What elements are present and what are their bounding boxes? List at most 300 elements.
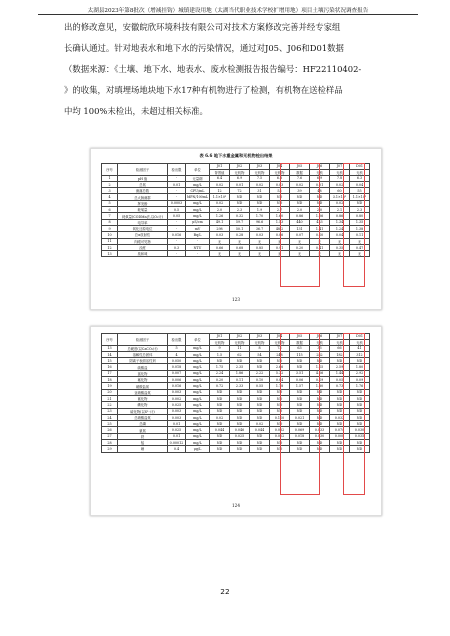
- table-cell: 0.02: [210, 200, 230, 206]
- column-subheader: 无机物: [210, 339, 230, 345]
- table-cell: 菌落总数: [118, 188, 168, 194]
- table-cell: ND: [210, 389, 230, 395]
- table-cell: 总大肠菌群: [118, 194, 168, 200]
- table-cell: ND: [250, 408, 270, 414]
- column-header: J03: [250, 164, 270, 170]
- table-cell: 总硬度(以CaCO₃计): [118, 345, 168, 351]
- table-cell: 4: [168, 351, 186, 357]
- table-cell: ND: [310, 421, 330, 427]
- table-cell: 0.018: [168, 364, 186, 370]
- table-cell: ND: [290, 402, 310, 408]
- table-cell: 1.26: [210, 213, 230, 219]
- table-cell: 8: [250, 345, 270, 351]
- table-cell: 3: [102, 188, 118, 194]
- table-cell: 0.025: [168, 427, 186, 433]
- table-cell: 72: [230, 188, 250, 194]
- table-cell: 1.35: [350, 219, 370, 225]
- table-cell: 0.3: [168, 244, 186, 250]
- table-cell: 浊度: [118, 244, 168, 250]
- table-cell: 1: [102, 175, 118, 181]
- table-image-1: [90, 148, 382, 310]
- table-cell: 氰化物: [118, 395, 168, 401]
- table-cell: 0.02: [330, 181, 350, 187]
- table-cell: 28: [102, 440, 118, 446]
- table-cell: 0.0003: [168, 200, 186, 206]
- table-cell: 0.008: [330, 433, 350, 439]
- table-cell: 0.069: [290, 427, 310, 433]
- table-cell: 11: [102, 238, 118, 244]
- table-cell: 7.6: [290, 175, 310, 181]
- table-cell: 0.002: [168, 395, 186, 401]
- column-subheader: 无机物: [270, 169, 290, 175]
- table-cell: 1.44: [330, 370, 350, 376]
- table-cell: ND: [310, 408, 330, 414]
- table-cell: 硫酸盐: [118, 364, 168, 370]
- table-cell: 0.10: [310, 232, 330, 238]
- table-cell: ND: [290, 440, 310, 446]
- table-cell: ND: [250, 395, 270, 401]
- table-cell: 0.02: [250, 421, 270, 427]
- table-cell: 0.09: [350, 377, 370, 383]
- column-header: D01: [350, 334, 370, 340]
- table-cell: 1.53: [270, 219, 290, 225]
- table-cell: 73: [270, 345, 290, 351]
- table-cell: 碘化物: [118, 402, 168, 408]
- table-cell: 1.75: [210, 364, 230, 370]
- table-cell: 0.73: [330, 383, 350, 389]
- table-cell: 0.11: [230, 377, 250, 383]
- table-cell: 0.01: [230, 181, 250, 187]
- table-cell: 0.04: [270, 377, 290, 383]
- paragraph-line: 出的修改意见，安徽皖欣环境科技有限公司对技术方案修改完善并经专家组: [64, 22, 341, 32]
- table-cell: 60: [330, 188, 350, 194]
- table-cell: 硝酸盐氮: [118, 383, 168, 389]
- table-cell: mg/L: [186, 213, 210, 219]
- table-cell: 2: [102, 181, 118, 187]
- column-header: J02: [230, 164, 250, 170]
- table-cell: ND: [310, 402, 330, 408]
- table-cell: ND: [330, 446, 350, 452]
- table-cell: ND: [310, 440, 330, 446]
- table-cell: CFU/mL: [186, 188, 210, 194]
- table-cell: 氨氮: [118, 427, 168, 433]
- table-cell: 6.9: [230, 175, 250, 181]
- table-cell: 0.02: [290, 181, 310, 187]
- table-cell: ND: [330, 440, 350, 446]
- table-cell: 0.044: [210, 427, 230, 433]
- table-cell: 总α放射性: [118, 232, 168, 238]
- table-cell: ND: [290, 364, 310, 370]
- table-cell: 21: [102, 395, 118, 401]
- table-cell: 0.11: [350, 232, 370, 238]
- table-cell: mg/L: [186, 414, 210, 420]
- column-subheader: 无机: [330, 339, 350, 345]
- table-cell: 3.1×10²: [330, 194, 350, 200]
- table-cell: 0.110: [270, 414, 290, 420]
- column-header: 检出限: [168, 334, 186, 346]
- table-cell: ND: [250, 414, 270, 420]
- table-cell: ND: [270, 421, 290, 427]
- table-cell: 1.34: [330, 219, 350, 225]
- page-number: 22: [220, 587, 230, 596]
- table-cell: 2.1: [330, 207, 350, 213]
- table-cell: ND: [330, 358, 350, 364]
- table-cell: 49.1: [210, 219, 230, 225]
- table-cell: mg/L: [186, 383, 210, 389]
- table-cell: ND: [350, 395, 370, 401]
- highlight-box-d01: [343, 163, 365, 287]
- table-cell: 0.47: [350, 244, 370, 250]
- table-cell: mg/L: [186, 440, 210, 446]
- table-cell: 6.4: [210, 175, 230, 181]
- table-cell: 1.60: [270, 213, 290, 219]
- table-cell: 耗氧量(CODMn法,以O₂计): [118, 213, 168, 219]
- table-cell: ND: [290, 358, 310, 364]
- table-cell: 无: [210, 238, 230, 244]
- table-cell: ND: [270, 446, 290, 452]
- table-cell: 36.7: [250, 225, 270, 231]
- column-subheader: 无机: [350, 169, 370, 175]
- table-cell: 53: [270, 188, 290, 194]
- table-cell: ND: [230, 358, 250, 364]
- table-cell: 1.41: [310, 225, 330, 231]
- table-cell: 0.28: [230, 232, 250, 238]
- table-cell: 5: [168, 345, 186, 351]
- table-cell: ND: [270, 408, 290, 414]
- table-cell: 0.006: [168, 377, 186, 383]
- table-cell: ND: [250, 194, 270, 200]
- table-cell: 无: [270, 238, 290, 244]
- table-cell: 23: [102, 408, 118, 414]
- table-cell: 氧化还原电位: [118, 225, 168, 231]
- table-cell: -: [168, 194, 186, 200]
- table-cell: 2.7: [270, 207, 290, 213]
- table-cell: mg/L: [186, 200, 210, 206]
- column-header: D01: [350, 164, 370, 170]
- column-header: J01: [210, 334, 230, 340]
- table-cell: 0.85: [250, 244, 270, 250]
- table-cell: 0.20: [210, 377, 230, 383]
- table-cell: 29: [102, 446, 118, 452]
- table-cell: 2.33: [230, 383, 250, 389]
- table-cell: 0.003: [168, 414, 186, 420]
- table-cell: 2.0: [310, 207, 330, 213]
- table-cell: mg/L: [186, 408, 210, 414]
- column-header: J07: [330, 334, 350, 340]
- table-cell: mg/L: [186, 427, 210, 433]
- table-cell: ND: [230, 389, 250, 395]
- column-header: J02: [230, 334, 250, 340]
- table-row: [102, 251, 370, 257]
- table-cell: ND: [270, 395, 290, 401]
- table-cell: ND: [350, 358, 370, 364]
- table-cell: MPN/100mL: [186, 195, 209, 200]
- table-cell: 0.80: [350, 213, 370, 219]
- table-cell: ND: [230, 421, 250, 427]
- table-cell: mg/L: [186, 377, 210, 383]
- column-header: J06: [310, 334, 330, 340]
- table-cell: 铁: [118, 433, 168, 439]
- table-cell: 7.5: [250, 175, 270, 181]
- table-cell: 1.80: [350, 364, 370, 370]
- table-cell: 0.030: [350, 427, 370, 433]
- table-cell: 0.04: [330, 232, 350, 238]
- column-subheader: 无机: [310, 339, 330, 345]
- table-cell: ND: [210, 358, 230, 364]
- table-cell: 0.05: [330, 377, 350, 383]
- table-cell: -: [168, 225, 186, 231]
- table-cell: ND: [310, 194, 330, 200]
- table-cell: 13: [102, 345, 118, 351]
- table-cell: 16: [102, 364, 118, 370]
- table-cell: pH 值: [118, 175, 168, 181]
- table-cell: 0.035: [350, 433, 370, 439]
- table-cell: 2.0: [210, 207, 230, 213]
- table-cell: 2.3: [350, 207, 370, 213]
- table-page-number: 123: [232, 297, 240, 302]
- table-cell: 33: [310, 345, 330, 351]
- table-cell: 9: [102, 225, 118, 231]
- table-cell: 无: [350, 251, 370, 257]
- table-cell: 298: [210, 225, 230, 231]
- table-cell: 48.2: [270, 225, 290, 231]
- table-cell: mg/L: [186, 351, 210, 357]
- table-cell: ND: [230, 414, 250, 420]
- table-cell: 2.59: [330, 364, 350, 370]
- table-cell: 282: [310, 351, 330, 357]
- table-cell: ND: [350, 446, 370, 452]
- column-header: 序号: [102, 164, 118, 176]
- table-cell: 0.01: [310, 181, 330, 187]
- table-cell: 0.03: [250, 232, 270, 238]
- page-header: 太湖县2023年第8批次（增减挂钩）城镇建设用地（太湖当代职业技术学校扩增用地）项目土壤污染状况调查报告: [87, 8, 369, 14]
- table-cell: ND: [350, 421, 370, 427]
- table-cell: ND: [270, 194, 290, 200]
- table-cell: 挥发酚: [118, 200, 168, 206]
- table-cell: ND: [350, 389, 370, 395]
- table-cell: ND: [310, 200, 330, 206]
- table-cell: 423: [310, 219, 330, 225]
- table-cell: 0.016: [168, 232, 186, 238]
- table-cell: 无: [310, 238, 330, 244]
- table-cell: ND: [250, 389, 270, 395]
- table-cell: 0.19: [310, 377, 330, 383]
- table-cell: ND: [310, 395, 330, 401]
- table-cell: 无: [230, 251, 250, 257]
- table-cell: ND: [250, 200, 270, 206]
- table-cell: ND: [290, 200, 310, 206]
- table-cell: 1.06: [310, 213, 330, 219]
- table-cell: 0.41: [310, 244, 330, 250]
- table-cell: ND: [270, 389, 290, 395]
- table-cell: 1.86: [230, 370, 250, 376]
- table-cell: 96.6: [250, 219, 270, 225]
- column-header: J01: [210, 164, 230, 170]
- table-cell: 氟化物: [118, 377, 168, 383]
- table-cell: ND: [310, 446, 330, 452]
- table-cell: mV: [186, 225, 210, 231]
- table-cell: 0.074: [330, 427, 350, 433]
- table-caption: 表 6.6 地下水重金属和无机物检出结果: [199, 153, 273, 158]
- highlight-box-j05-j06: [280, 333, 320, 495]
- table-cell: 15: [102, 358, 118, 364]
- table-cell: 1.24: [330, 225, 350, 231]
- table-cell: 0.86: [290, 213, 310, 219]
- table-cell: ND: [310, 389, 330, 395]
- table-cell: ND: [250, 446, 270, 452]
- table-cell: ND: [290, 421, 310, 427]
- column-subheader: 无机: [310, 169, 330, 175]
- table-cell: ND: [250, 358, 270, 364]
- table-cell: 2.92: [350, 370, 370, 376]
- table-cell: 2.22: [250, 370, 270, 376]
- table-page-number: 124: [232, 503, 240, 508]
- table-cell: 0.02: [250, 181, 270, 187]
- table-cell: 26: [102, 427, 118, 433]
- table-cell: -: [168, 188, 186, 194]
- table-cell: 4.26: [310, 370, 330, 376]
- table-cell: 0.91: [270, 244, 290, 250]
- table-cell: ND: [230, 408, 250, 414]
- table-cell: 0.02: [210, 414, 230, 420]
- table-cell: 0.35: [330, 244, 350, 250]
- table-cell: ND: [210, 446, 230, 452]
- table-cell: 无: [270, 251, 290, 257]
- table-cell: 27: [102, 433, 118, 439]
- table-cell: 0.018: [290, 433, 310, 439]
- table-cell: 无: [350, 238, 370, 244]
- table-cell: 无量纲: [186, 175, 210, 181]
- table-cell: 10: [102, 232, 118, 238]
- table-cell: mg/L: [186, 433, 210, 439]
- table-cell: ND: [210, 440, 230, 446]
- table-cell: 0.01: [168, 421, 186, 427]
- table-cell: 22: [102, 402, 118, 408]
- table-cell: 1.70: [250, 213, 270, 219]
- table-cell: 0.062: [270, 427, 290, 433]
- table-cell: 63: [290, 345, 310, 351]
- table-cell: 2.0: [290, 207, 310, 213]
- table-cell: ND: [210, 395, 230, 401]
- table-cell: Bq/L: [186, 232, 210, 238]
- paragraph-line: 》的收集，对填埋场地块地下水17种有机物进行了检测，有机物在送检样品: [64, 85, 343, 95]
- table-cell: ND: [230, 402, 250, 408]
- table-cell: 12: [210, 188, 230, 194]
- table-cell: 59.7: [230, 219, 250, 225]
- column-header: 检测因子: [118, 164, 168, 176]
- paragraph-line: 中均 100%未检出，未超过相关标准。: [64, 106, 208, 116]
- table-cell: mg/L: [186, 364, 210, 370]
- table-cell: 0.007: [168, 370, 186, 376]
- table-cell: 0.032: [330, 414, 350, 420]
- table-cell: 无: [250, 251, 270, 257]
- table-cell: 7.8: [330, 175, 350, 181]
- table-cell: 8: [102, 219, 118, 225]
- body-paragraph: [64, 17, 394, 122]
- table-cell: 无: [230, 238, 250, 244]
- table-cell: ND: [270, 440, 290, 446]
- table-cell: 1.1×10²: [210, 194, 230, 200]
- table-cell: ND: [230, 440, 250, 446]
- table-cell: 0.025: [168, 402, 186, 408]
- table-cell: 0.32: [230, 213, 250, 219]
- column-header: 检出限: [168, 164, 186, 176]
- table-cell: 0.04: [350, 181, 370, 187]
- table-2: [101, 333, 370, 453]
- table-cell: ND: [330, 389, 350, 395]
- table-cell: 440: [290, 219, 310, 225]
- table-cell: 19: [102, 383, 118, 389]
- table-cell: ND: [290, 446, 310, 452]
- table-cell: mg/L: [186, 395, 210, 401]
- table-cell: 55: [350, 188, 370, 194]
- table-cell: 阴离子表面活性剂: [118, 358, 168, 364]
- column-subheader: 无机: [330, 169, 350, 175]
- table-cell: 0.86: [330, 213, 350, 219]
- table-cell: ND: [350, 200, 370, 206]
- header-rule: [38, 14, 418, 15]
- table-cell: 115: [290, 351, 310, 357]
- table-cell: 0.046: [230, 427, 250, 433]
- table-cell: 50.1: [230, 225, 250, 231]
- table-cell: ND: [270, 200, 290, 206]
- table-cell: 312: [350, 351, 370, 357]
- table-cell: 41: [350, 345, 370, 351]
- table-cell: 臭和味: [118, 251, 168, 257]
- table-cell: 无: [290, 238, 310, 244]
- table-cell: ND: [310, 358, 330, 364]
- table-cell: 0.03: [210, 232, 230, 238]
- table-1: [101, 163, 370, 257]
- highlight-box-d01: [343, 333, 365, 495]
- table-cell: ND: [330, 395, 350, 401]
- table-cell: 肉眼可见物: [118, 238, 168, 244]
- table-cell: μg/L: [186, 446, 210, 452]
- column-header: J05: [290, 164, 310, 170]
- table-cell: 0.68: [230, 244, 250, 250]
- table-cell: mg/L: [186, 402, 210, 408]
- table-cell: ND: [350, 402, 370, 408]
- table-cell: -: [168, 219, 186, 225]
- column-header: 检测因子: [118, 334, 168, 346]
- table-cell: 0.033: [310, 427, 330, 433]
- table-cell: 无: [290, 251, 310, 257]
- table-cell: ND: [210, 402, 230, 408]
- table-cell: 0.06: [290, 377, 310, 383]
- table-cell: 无: [250, 238, 270, 244]
- table-cell: 9: [210, 345, 230, 351]
- table-cell: ND: [350, 414, 370, 420]
- column-header: J04: [270, 334, 290, 340]
- table-cell: 0.66: [210, 244, 230, 250]
- table-cell: 0.55: [250, 383, 270, 389]
- table-cell: ND: [270, 402, 290, 408]
- table-cell: 6: [102, 207, 118, 213]
- table-cell: 无: [330, 251, 350, 257]
- column-subheader: 数据: [290, 339, 310, 345]
- table-cell: 0.02: [330, 200, 350, 206]
- table-cell: 25: [102, 421, 118, 427]
- table-cell: 0.01: [168, 181, 186, 187]
- table-cell: 1.57: [290, 383, 310, 389]
- paragraph-line: 长确认通过。针对地表水和地下水的污染情况，通过对J05、J06和D01数据: [64, 43, 344, 53]
- table-cell: ND: [250, 440, 270, 446]
- column-subheader: 无机物: [250, 339, 270, 345]
- table-cell: ND: [210, 408, 230, 414]
- table-cell: 54: [250, 351, 270, 357]
- table-cell: ND: [230, 395, 250, 401]
- table-cell: 12: [102, 244, 118, 250]
